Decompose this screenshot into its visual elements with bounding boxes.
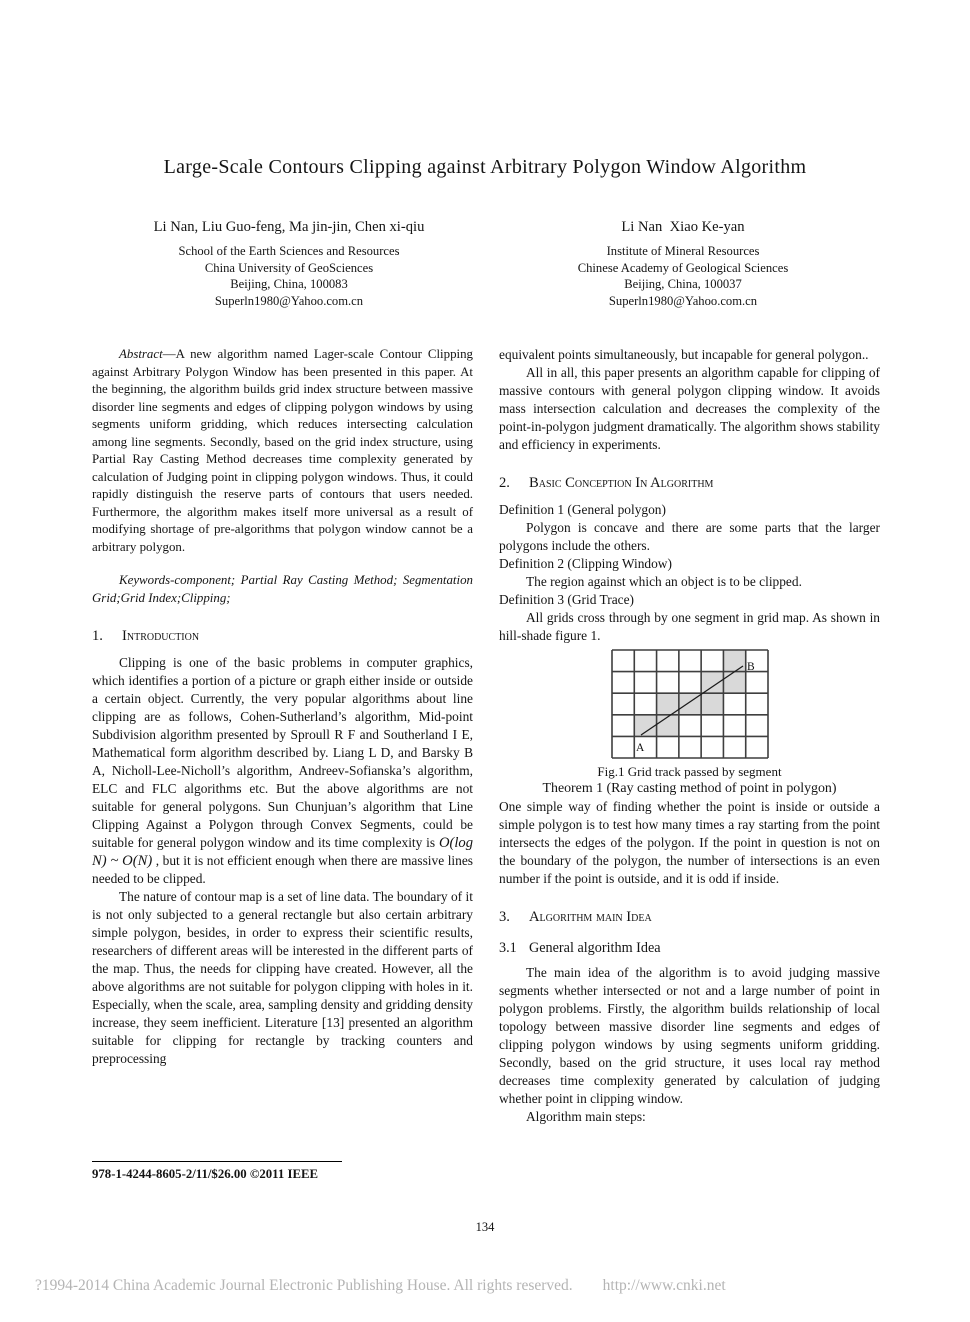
- intro-p1-tail: , but it is not efficient enough when there are massive lines needed to be clipped.: [92, 853, 473, 886]
- author-row: [92, 219, 880, 309]
- copyright-text: 978-1-4244-8605-2/11/$26.00 ©2011 IEEE: [92, 1167, 319, 1181]
- author-email-left: Superln1980@Yahoo.com.cn: [214, 293, 364, 308]
- abstract-text: A new algorithm named Lager-scale Contour Clipping against Arbitrary Polygon Window has been presented in this paper. At the beginning, the algorithm builds grid index structure between massive disorder line segments and edges of clipping polygon windows by using segments uniform gridding, which reduces intersecting calculation among line segments. Secondly, based on the grid index structure, using Partial Ray Casting Method decreases time complexity generated by calculation of Judging point in clipping polygon windows. Thus, it could rapidly distinguish the reserve parts of contours that users needed. Furthermore, the algorithm makes itself more universal as a result of modifying shortage of pre-algorithms that polygon window cannot be a arbitrary polygon.: [92, 347, 473, 554]
- definition-2-title: Definition 2 (Clipping Window): [499, 556, 672, 571]
- footnote-rule: [92, 1161, 342, 1162]
- definition-1-title: Definition 1 (General polygon): [499, 502, 666, 517]
- definition-3-text: All grids cross through by one segment in grid map. As shown in hill-shade figure 1.: [499, 610, 880, 643]
- section-1-number: 1.: [92, 628, 103, 644]
- page-number: 134: [475, 1220, 495, 1234]
- section-3-heading: [499, 908, 880, 926]
- intro-paragraph-1: [92, 654, 473, 888]
- complexity-formula: O(log N) ~ O(N): [92, 835, 473, 869]
- affiliation-line: Chinese Academy of Geological Sciences: [577, 260, 789, 275]
- affiliation-line: Beijing, China, 100083: [230, 277, 348, 291]
- summary-paragraph: All in all, this paper presents an algorithm capable for clipping of massive contours with general polygon clipping window. It avoids mass intersection calculation and decreases the complexity of the point-in-polygon judgment dramatically. The algorithm shows stability and efficiency in experiments.: [499, 365, 880, 452]
- section-1-title: Introduction: [122, 628, 200, 644]
- affiliation-line: Beijing, China, 100037: [624, 277, 742, 291]
- section-1-heading: [92, 627, 473, 645]
- left-column: [92, 346, 473, 1068]
- section-3-title: Algorithm main Idea: [529, 909, 652, 925]
- author-block-left: [92, 219, 486, 309]
- intro-p1-text: Clipping is one of the basic problems in computer graphics, which identifies a portion of a picture or graph either inside or outside a certain object. Currently, the very popular algorithms about line clipping are as follows, Cohen-Sutherland’s algorithm, Mid-point Subdivision algorithm presented by Sproull R F and Southerland I E, Mathematical form algorithm described by. Liang L D, and Barsky B A, Nicholl-Lee-Nicholl’s algorithm, Andreev-Sofianska’s algorithm, ELC and FLC algorithms etc. But the above algorithms are not suitable for general polygons. Sun Chunjuan’s algorithm that Line Clipping Against a Polygon through Convex Segments, could be suitable for general polygon window and its time complexity is: [92, 655, 473, 850]
- section-3-1-title: General algorithm Idea: [529, 940, 661, 956]
- copyright-footnote: [92, 1161, 472, 1182]
- section-3-1-heading: [499, 939, 880, 957]
- paper-title: Large-Scale Contours Clipping against Arbitrary Polygon Window Algorithm: [163, 156, 807, 178]
- theorem-1-title: Theorem 1 (Ray casting method of point in polygon): [542, 781, 837, 796]
- theorem-1-text: One simple way of finding whether the point is inside or outside a simple polygon is to test how many times a ray starting from the point intersects the edges of the polygon. If the point in question is not on the boundary of the polygon, the number of intersections is an even number if the point is outside, and it is odd if inside.: [499, 799, 880, 886]
- figure-1: [499, 648, 880, 760]
- algorithm-steps-label: Algorithm main steps:: [526, 1109, 646, 1124]
- author-email-right: Superln1980@Yahoo.com.cn: [608, 293, 758, 308]
- fig1-grid-diagram: [610, 648, 770, 760]
- abstract-lead: Abstract: [119, 347, 163, 361]
- affiliation-line: China University of GeoSciences: [204, 260, 374, 275]
- svg-text:B: B: [746, 661, 755, 673]
- author-names-right: Li Nan Xiao Ke-yan: [621, 219, 745, 235]
- affiliation-line: School of the Earth Sciences and Resources: [178, 244, 400, 258]
- section-3-number: 3.: [499, 909, 510, 925]
- continuation-paragraph: equivalent points simultaneously, but incapable for general polygon..: [499, 347, 869, 362]
- author-names-left: Li Nan, Liu Guo-feng, Ma jin-jin, Chen xi-qiu: [153, 219, 425, 235]
- right-column: [499, 346, 880, 1126]
- section-2-heading: [499, 474, 880, 492]
- affiliation-line: Institute of Mineral Resources: [606, 244, 760, 258]
- abstract-dash: —: [162, 347, 176, 361]
- intro-paragraph-2: The nature of contour map is a set of line data. The boundary of it is not only subjected to a general rectangle but also certain arbitrary simple polygon, besides, in order to express their scientific results, researchers of different areas will be interested in the different parts of the map. Thus, the needs for clipping have created. However, all the above algorithms are not suitable for polygon clipping with holes in it. Especially, when the scale, area, sampling density and gridding density increase, they seem inefficient. Literature [13] presented an algorithm suitable for clipping for rectangle by tracking counters and preprocessing: [92, 889, 473, 1066]
- section-2-title: Basic Conception In Algorithm: [529, 475, 714, 491]
- definition-2-text: The region against which an object is to be clipped.: [526, 574, 802, 589]
- definition-1-text: Polygon is concave and there are some parts that the larger polygons include the others.: [499, 520, 880, 553]
- svg-text:A: A: [635, 742, 644, 754]
- abstract: [92, 346, 473, 556]
- cnki-banner-text: ?1994-2014 China Academic Journal Electronic Publishing House. All rights reserved.: [35, 1277, 573, 1294]
- section-3-1-paragraph: The main idea of the algorithm is to avoid judging massive segments whether intersected or not and a large number of point in polygon problems. Firstly, the algorithm builds relationship of local topology between massive disorder line segments and edges of clipping polygon windows by using segments uniform gridding. Secondly, based on the grid structure, it uses local ray method decreases time complexity generated by calculation of judging whether point in clipping window.: [499, 965, 880, 1106]
- keywords: Keywords-component; Partial Ray Casting Method; Segmentation Grid;Grid Index;Clipping;: [92, 573, 473, 605]
- author-block-right: [486, 219, 880, 309]
- cnki-banner: [35, 1277, 726, 1295]
- section-2-number: 2.: [499, 475, 510, 491]
- definition-3-title: Definition 3 (Grid Trace): [499, 592, 634, 607]
- cnki-banner-url: http://www.cnki.net: [602, 1277, 726, 1294]
- section-3-1-number: 3.1: [499, 940, 517, 956]
- figure-1-caption: Fig.1 Grid track passed by segment: [597, 764, 782, 779]
